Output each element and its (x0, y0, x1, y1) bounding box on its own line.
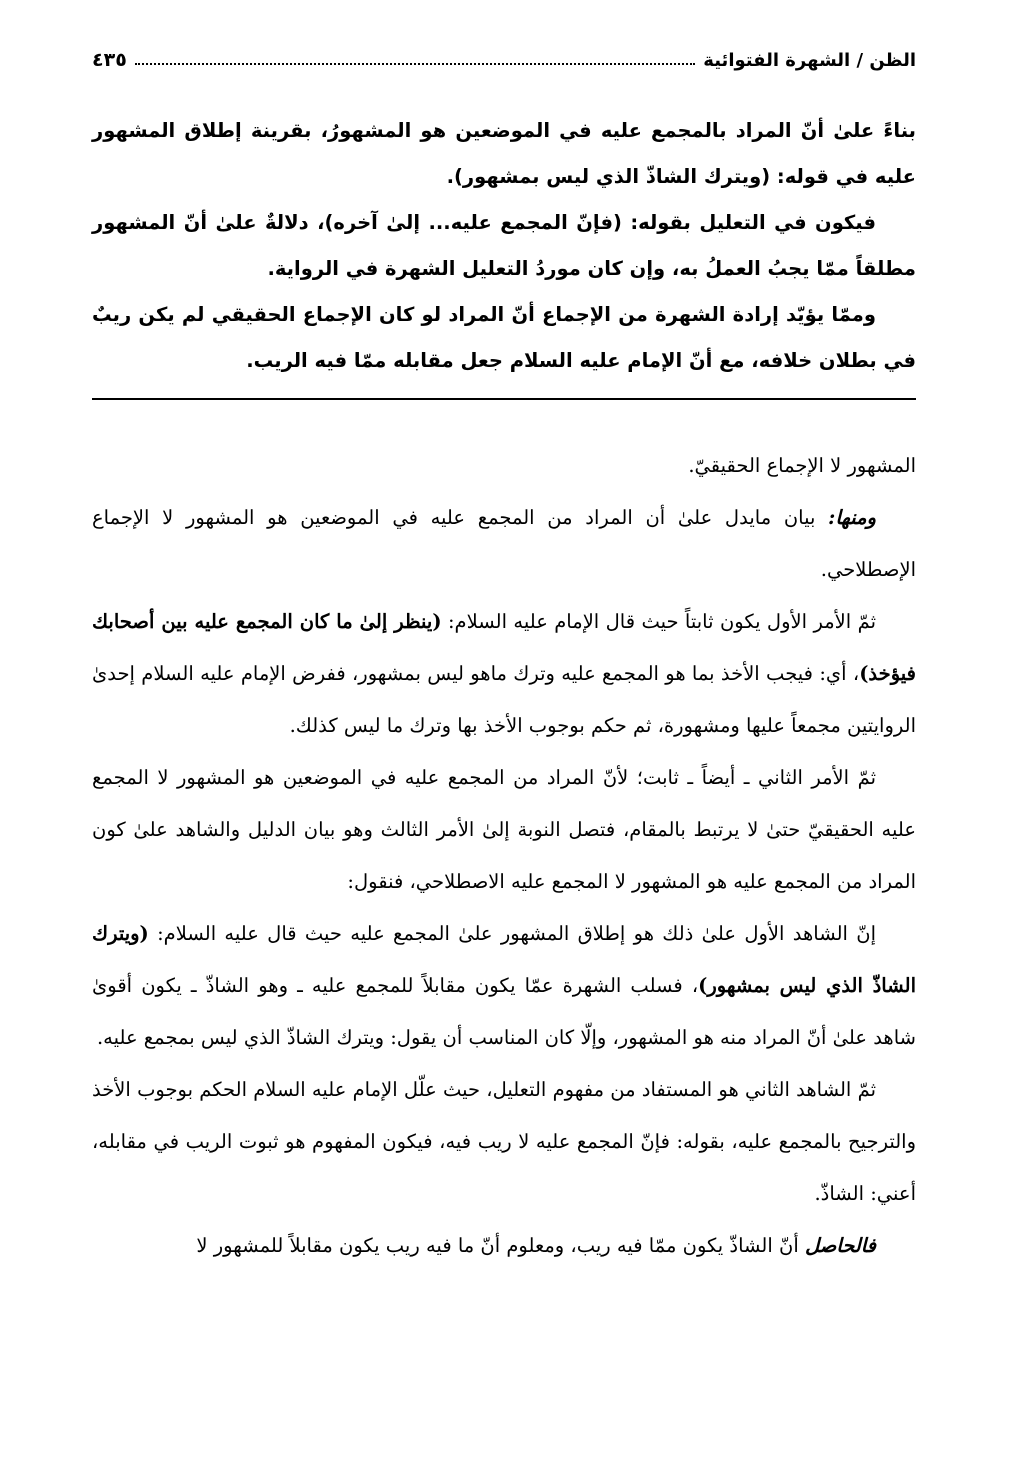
hadith-quote: (ويترك الشاذّ الذي ليس بمشهور) (92, 922, 916, 997)
main-paragraph-6: ثمّ الشاهد الثاني هو المستفاد من مفهوم التعليل، حيث علّل الإمام عليه السلام الحكم بوجوب الأخذ والترجيح بالمجمع عليه، بقوله: فإنّ المجمع عليه لا ريب فيه، فيكون المفهوم هو ثبوت الريب في مقابله، أعني: الشاذّ. (92, 1078, 916, 1205)
commentary-paragraph-2: فيكون في التعليل بقوله: (فإنّ المجمع عليه... إلىٰ آخره)، دلالةٌ علىٰ أنّ المشهور مطلقاً ممّا يجبُ العملُ به، وإن كان موردُ التعليل الشهرة في الرواية. (92, 211, 916, 280)
chapter-title: الظن / الشهرة الفتوائية (703, 49, 916, 71)
commentary-block (92, 108, 916, 384)
main-paragraph-5 (92, 908, 916, 1064)
paragraph-text: ، فسلب الشهرة عمّا يكون مقابلاً للمجمع عليه ـ وهو الشاذّ ـ يكون أقوىٰ شاهد علىٰ أنّ المراد منه هو المشهور، وإلّا كان المناسب أن يقول: ويترك الشاذّ الذي ليس بمجمع عليه. (92, 974, 916, 1049)
main-paragraph-2 (92, 492, 916, 596)
paragraph-text: ، أي: فيجب الأخذ بما هو المجمع عليه وترك ماهو ليس بمشهور، ففرض الإمام عليه السلام إحدىٰ الروايتين مجمعاً عليها ومشهورة، ثم حكم بوجوب الأخذ بها وترك ما ليس كذلك. (92, 662, 916, 737)
lead-word: ومنها: (828, 506, 876, 529)
separator-rule (92, 398, 916, 400)
main-paragraph-4: ثمّ الأمر الثاني ـ أيضاً ـ ثابت؛ لأنّ المراد من المجمع عليه في الموضعين هو المشهور لا المجمع عليه الحقيقيّ حتىٰ لا يرتبط بالمقام، فتصل النوبة إلىٰ الأمر الثالث وهو بيان الدليل والشاهد علىٰ كون المراد من المجمع عليه هو المشهور لا المجمع عليه الاصطلاحي، فنقول: (92, 766, 916, 893)
page-number: ٤٣٥ (92, 49, 127, 71)
hadith-quote: (ينظر إلىٰ ما كان المجمع عليه بين أصحابك فيؤخذ) (92, 610, 916, 685)
main-paragraph-1: المشهور لا الإجماع الحقيقيّ. (688, 454, 916, 477)
main-paragraph-3 (92, 596, 916, 752)
running-header (92, 42, 916, 78)
dot-leader (135, 63, 696, 65)
paragraph-text: ثمّ الأمر الأول يكون ثابتاً حيث قال الإمام عليه السلام: (441, 610, 877, 633)
main-paragraph-7 (92, 1220, 916, 1272)
lead-word: فالحاصل (804, 1234, 876, 1257)
commentary-paragraph-3: وممّا يؤيّد إرادة الشهرة من الإجماع أنّ المراد لو كان الإجماع الحقيقي لم يكن ريبٌ في بطلان خلافه، مع أنّ الإمام عليه السلام جعل مقابله ممّا فيه الريب. (92, 303, 916, 372)
paragraph-text: إنّ الشاهد الأول علىٰ ذلك هو إطلاق المشهور علىٰ المجمع عليه حيث قال عليه السلام: (148, 922, 876, 945)
paragraph-text: بيان مايدل علىٰ أن المراد من المجمع عليه في الموضعين هو المشهور لا الإجماع الإصطلاحي. (92, 506, 916, 581)
paragraph-text: أنّ الشاذّ يكون ممّا فيه ريب، ومعلوم أنّ ما فيه ريب يكون مقابلاً للمشهور لا (196, 1234, 805, 1257)
main-text (92, 440, 916, 1272)
commentary-paragraph-1: بناءً علىٰ أنّ المراد بالمجمع عليه في الموضعين هو المشهورُ، بقرينة إطلاق المشهور عليه في قوله: (ويترك الشاذّ الذي ليس بمشهور). (92, 119, 916, 188)
